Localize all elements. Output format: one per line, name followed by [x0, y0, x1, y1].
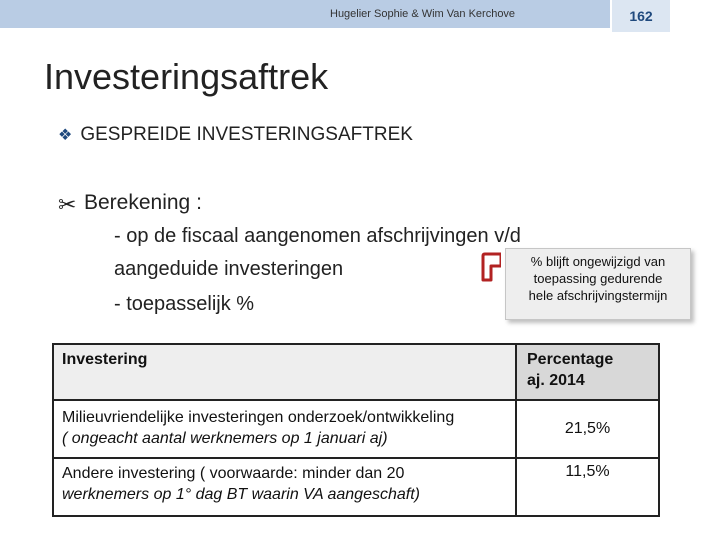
top-bar-fill	[0, 0, 610, 28]
top-bar	[0, 0, 720, 28]
callout-line-3: hele afschrijvingstermijn	[528, 288, 668, 303]
body-line-2: aangeduide investeringen	[114, 258, 344, 280]
table-row-2-investment	[52, 457, 517, 517]
table-row-1-investment	[52, 399, 517, 459]
table-row-1-percentage: 21,5%	[515, 399, 660, 459]
table-header-percentage	[515, 343, 660, 401]
callout-pointer-icon	[481, 252, 501, 282]
callout-line-1: % blijft ongewijzigd van	[530, 254, 666, 269]
sub-heading: Berekening :	[84, 191, 202, 214]
callout-box	[505, 248, 691, 320]
page-number-badge: 162	[612, 0, 670, 32]
row-2-line-2: werknemers op 1° dag BT waarin VA aangeschaft)	[62, 486, 420, 503]
body-line-1: - op de fiscaal aangenomen afschrijvingen v/d	[114, 225, 521, 247]
row-2-line-1: Andere investering ( voorwaarde: minder dan 20	[62, 465, 405, 482]
table-header-investment: Investering	[52, 343, 517, 401]
header-authors: Hugelier Sophie & Wim Van Kerchove	[330, 8, 516, 20]
diamond-bullet-icon: ❖	[58, 127, 73, 144]
main-bullet-text: GESPREIDE INVESTERINGSAFTREK	[80, 124, 413, 145]
callout-line-2: toepassing gedurende	[533, 271, 663, 286]
body-line-3: - toepasselijk %	[114, 293, 255, 315]
header-percentage-line-2: aj. 2014	[527, 372, 585, 389]
row-1-line-2: ( ongeacht aantal werknemers op 1 januari aj)	[62, 430, 388, 447]
table-row-2-percentage: 11,5%	[515, 457, 660, 517]
header-percentage-line-1: Percentage	[527, 351, 614, 368]
row-1-line-1: Milieuvriendelijke investeringen onderzoek/ontwikkeling	[62, 409, 455, 426]
main-bullet	[58, 124, 413, 146]
slide-title: Investeringsaftrek	[44, 56, 329, 97]
scissors-icon: ✂	[58, 192, 77, 217]
